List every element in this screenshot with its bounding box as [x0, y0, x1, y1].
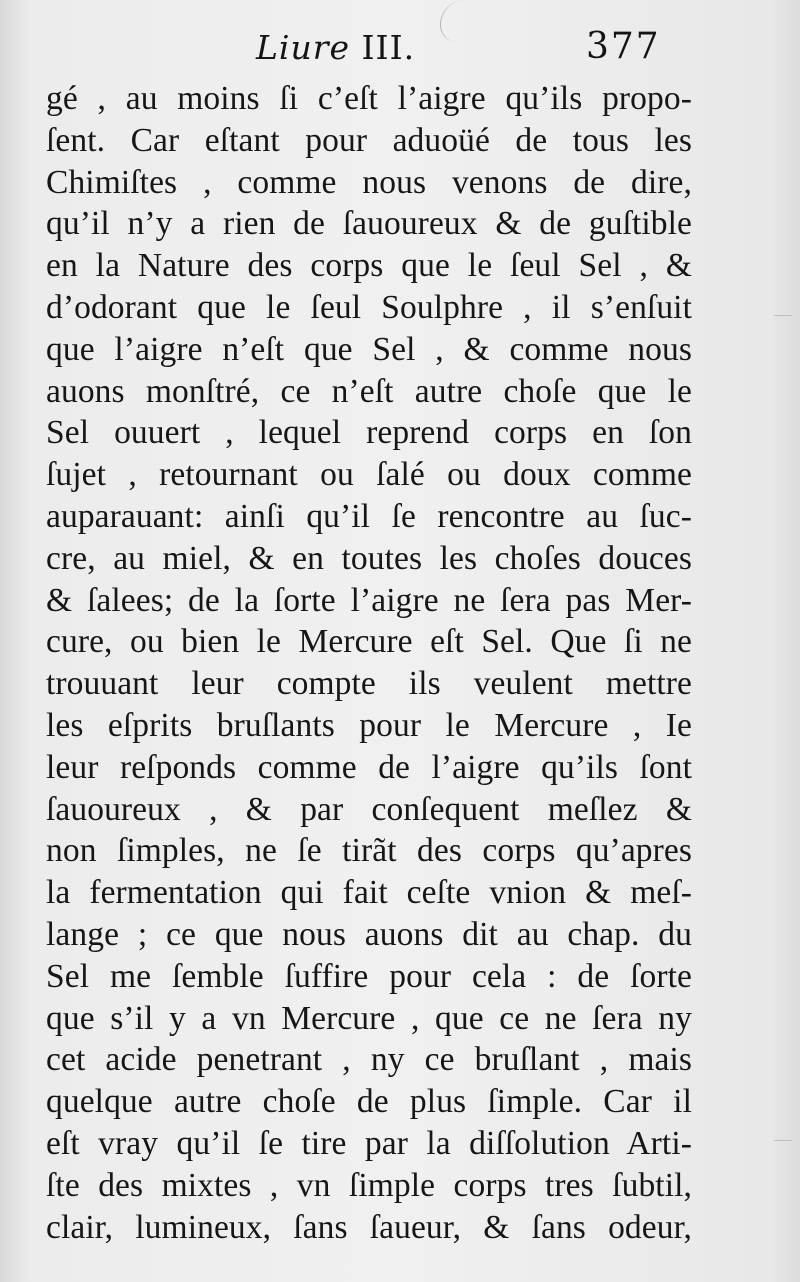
text-line: auons monſtré, ce n’eſt autre choſe que le: [46, 372, 692, 410]
page-number: 377: [586, 26, 661, 67]
text-line: ſauoureux , & par conſequent meſlez &: [46, 790, 692, 828]
text-line: la fermentation qui fait ceſte vnion & meſ-: [46, 874, 692, 912]
text-line: cure, ou bien le Mercure eſt Sel. Que ſi ne: [46, 623, 692, 661]
text-line: d’odorant que le ſeul Soulphre , il s’enſuit: [46, 288, 692, 326]
margin-mark: [774, 1140, 792, 1141]
page-header: [0, 20, 800, 80]
text-line: Sel ouuert , lequel reprend corps en ſon: [46, 414, 692, 452]
text-line: eſt vray qu’il ſe tire par la diſſolution Arti-: [46, 1124, 692, 1162]
text-line: ſte des mixtes , vn ſimple corps tres ſubtil,: [46, 1166, 692, 1204]
text-line: cre, au miel, & en toutes les choſes douces: [46, 539, 692, 577]
text-line: quelque autre choſe de plus ſimple. Car il: [46, 1083, 692, 1121]
running-title-number: III.: [350, 28, 416, 67]
text-line: qu’il n’y a rien de ſauoureux & de guſtible: [46, 205, 692, 243]
text-line: que s’il y a vn Mercure , que ce ne ſera ny: [46, 999, 692, 1037]
running-title: [256, 28, 415, 67]
text-line: trouuant leur compte ils veulent mettre: [46, 665, 692, 703]
text-line: ſent. Car eſtant pour aduoüé de tous les: [46, 121, 692, 159]
text-line: & ſalees; de la ſorte l’aigre ne ſera pas Mer-: [46, 581, 692, 619]
text-line: auparauant: ainſi qu’il ſe rencontre au ſuc-: [46, 497, 692, 535]
text-line: Sel me ſemble ſuffire pour cela : de ſorte: [46, 957, 692, 995]
text-line: lange ; ce que nous auons dit au chap. du: [46, 915, 692, 953]
text-line: leur reſponds comme de l’aigre qu’ils ſont: [46, 748, 692, 786]
body-text: [46, 78, 692, 1248]
text-line: gé , au moins ſi c’eſt l’aigre qu’ils propo-: [46, 80, 692, 117]
text-line: les eſprits bruſlants pour le Mercure , Ie: [46, 706, 692, 744]
text-line: en la Nature des corps que le ſeul Sel , &: [46, 247, 692, 285]
running-title-book: Liure: [256, 28, 351, 67]
text-line: clair, lumineux, ſans ſaueur, & ſans odeur,: [46, 1208, 692, 1246]
text-line: Chimiſtes , comme nous venons de dire,: [46, 163, 692, 201]
margin-mark: [774, 315, 792, 316]
text-line: cet acide penetrant , ny ce bruſlant , mais: [46, 1041, 692, 1079]
text-line: non ſimples, ne ſe tirãt des corps qu’apres: [46, 832, 692, 870]
text-line: ſujet , retournant ou ſalé ou doux comme: [46, 456, 692, 494]
text-line: que l’aigre n’eſt que Sel , & comme nous: [46, 330, 692, 368]
